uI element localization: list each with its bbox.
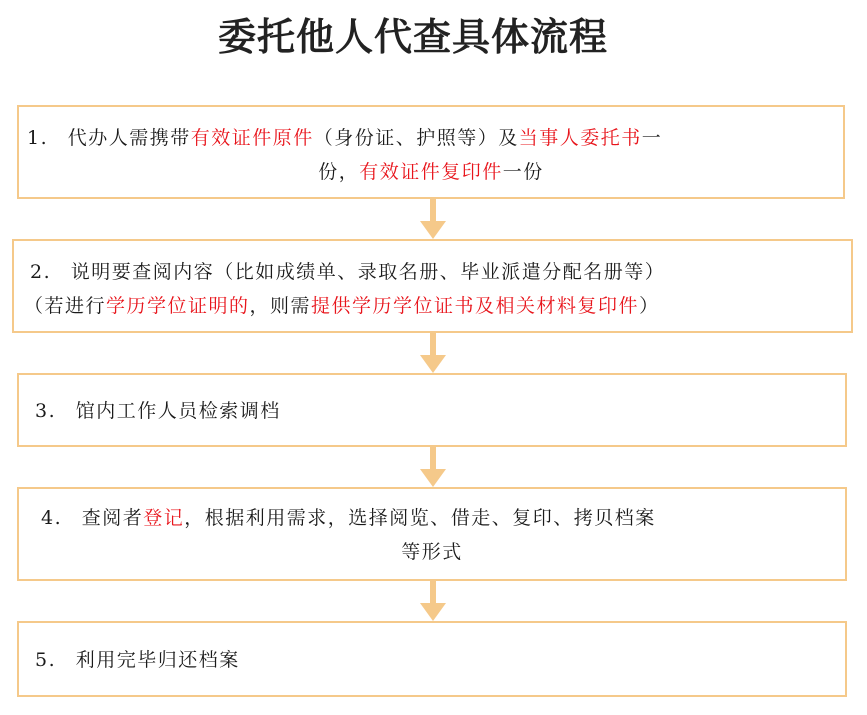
step-2-line-1 [30,255,665,289]
step-1-line-2 [19,155,843,189]
step-2-text-d: ） [639,295,660,317]
step-2-text-b: （若进行 [24,295,107,317]
step-1-box [17,105,845,199]
step-2-number: 2. [30,261,52,283]
step-2-highlight-b: 提供学历学位证书及相关材料复印件 [311,295,640,317]
step-3-text: 馆内工作人员检索调档 [75,400,281,422]
step-1-text-e: 一份 [502,161,544,183]
step-4-highlight: 登记 [143,507,185,529]
step-1-highlight-b: 当事人委托书 [518,127,642,149]
step-4-number: 4. [41,507,63,529]
step-2-line-2 [24,289,660,323]
step-2-text-a: 说明要查阅内容（比如成绩单、录取名册、毕业派遣分配名册等） [70,261,666,283]
step-4-line-2 [19,535,845,569]
arrow-down-icon [420,581,446,621]
step-1-highlight-a: 有效证件原件 [190,127,314,149]
step-3-box [17,373,847,447]
step-1-text-c: 一 [641,127,663,149]
step-3-number: 3. [35,400,57,422]
step-5-box [17,621,847,697]
step-4-box [17,487,847,581]
step-4-text-c: 等形式 [401,541,463,563]
arrow-down-icon [420,447,446,487]
step-4-line-1 [41,501,656,535]
arrow-down-icon [420,333,446,373]
step-1-text-a: 代办人需携带 [67,127,191,149]
step-5-line-1 [35,643,240,677]
step-1-highlight-c: 有效证件复印件 [359,161,503,183]
step-5-text: 利用完毕归还档案 [75,649,240,671]
step-2-text-c: ，则需 [249,295,312,317]
step-1-text-b: （身份证、护照等）及 [313,127,519,149]
step-1-number: 1. [27,127,49,149]
step-2-highlight-a: 学历学位证明的 [106,295,250,317]
step-4-text-b: ，根据利用需求，选择阅览、借走、复印、拷贝档案 [184,507,656,529]
step-5-number: 5. [35,649,57,671]
step-1-line-1 [27,121,662,155]
arrow-down-icon [420,199,446,239]
step-2-box [12,239,853,333]
step-1-text-d: 份， [318,161,360,183]
step-4-text-a: 查阅者 [81,507,144,529]
page-title: 委托他人代查具体流程 [217,15,608,59]
step-3-line-1 [35,394,281,428]
